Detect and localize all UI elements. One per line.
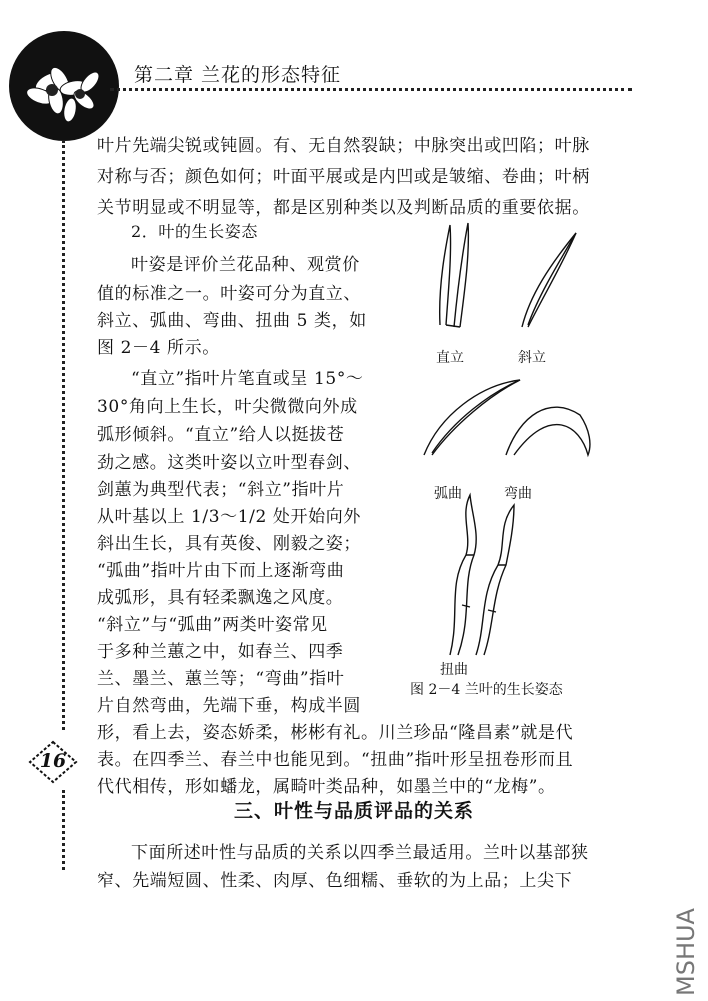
text-line: 叶姿是评价兰花品种、观赏价 bbox=[131, 255, 360, 275]
text-line: “斜立”与“弧曲”两类叶姿常见 bbox=[97, 615, 328, 635]
text-line: 30°角向上生长，叶尖微微向外成 bbox=[97, 397, 358, 417]
text-line: 兰、墨兰、蕙兰等；“弯曲”指叶 bbox=[97, 669, 345, 689]
label-upright: 直立 bbox=[436, 350, 464, 366]
figure-caption: 图 2－4 兰叶的生长姿态 bbox=[410, 682, 563, 698]
text-line: 劲之感。这类叶姿以立叶型春剑、 bbox=[97, 453, 361, 473]
text-line: 片自然弯曲，先端下垂，构成半圆 bbox=[97, 696, 361, 716]
text-line: 图 2－4 所示。 bbox=[97, 338, 220, 358]
subheading: 2．叶的生长姿态 bbox=[131, 222, 258, 241]
text-line: 从叶基以上 1/3～1/2 处开始向外 bbox=[97, 507, 361, 527]
chapter-title: 第二章 兰花的形态特征 bbox=[134, 64, 342, 86]
text-line: 剑蕙为典型代表；“斜立”指叶片 bbox=[97, 480, 345, 500]
label-oblique: 斜立 bbox=[518, 350, 546, 366]
text-line: 值的标准之一。叶姿可分为直立、 bbox=[97, 284, 361, 304]
leaf-illustration bbox=[410, 215, 610, 685]
watermark bbox=[670, 888, 700, 998]
text-line: 叶片先端尖锐或钝圆。有、无自然裂缺；中脉突出或凹陷；叶脉 bbox=[97, 136, 590, 156]
watermark-text: MSHUA bbox=[672, 908, 700, 996]
text-line: 表。在四季兰、春兰中也能见到。“扭曲”指叶形呈扭卷形而且 bbox=[97, 750, 574, 770]
page-number-badge bbox=[28, 740, 78, 784]
leaf-posture-figure bbox=[410, 215, 610, 698]
label-twisted: 扭曲 bbox=[440, 662, 468, 678]
header-divider bbox=[110, 88, 632, 91]
text-line: “直立”指叶片笔直或呈 15°～ bbox=[131, 369, 364, 389]
text-line: 代代相传，形如蟠龙，属畸叶类品种，如墨兰中的“龙梅”。 bbox=[97, 777, 556, 797]
text-line: 窄、先端短圆、性柔、肉厚、色细糯、垂软的为上品；上尖下 bbox=[97, 871, 573, 891]
text-line: 于多种兰蕙之中，如春兰、四季 bbox=[97, 642, 344, 662]
text-line: 下面所述叶性与品质的关系以四季兰最适用。兰叶以基部狭 bbox=[131, 843, 589, 863]
text-line: 斜立、弧曲、弯曲、扭曲 5 类，如 bbox=[97, 311, 367, 331]
label-arched: 弧曲 bbox=[434, 486, 462, 502]
text-line: 斜出生长，具有英俊、刚毅之姿； bbox=[97, 534, 361, 554]
text-line: 形，看上去，姿态娇柔，彬彬有礼。川兰珍品“隆昌素”就是代 bbox=[97, 723, 574, 743]
text-line: 对称与否；颜色如何；叶面平展或是内凹或是皱缩、卷曲；叶柄 bbox=[97, 167, 590, 187]
flower-logo-icon bbox=[8, 30, 120, 142]
label-drooping: 弯曲 bbox=[504, 486, 532, 502]
page-number: 16 bbox=[39, 750, 67, 772]
section-title: 三、叶性与品质评品的关系 bbox=[233, 800, 474, 822]
text-line: 弧形倾斜。“直立”给人以挺拔苍 bbox=[97, 425, 345, 445]
text-line: “弧曲”指叶片由下而上逐渐弯曲 bbox=[97, 561, 345, 581]
margin-divider bbox=[62, 140, 65, 730]
text-line: 成弧形，具有轻柔飘逸之风度。 bbox=[97, 588, 344, 608]
text-line: 关节明显或不明显等，都是区别种类以及判断品质的重要依据。 bbox=[97, 198, 590, 218]
